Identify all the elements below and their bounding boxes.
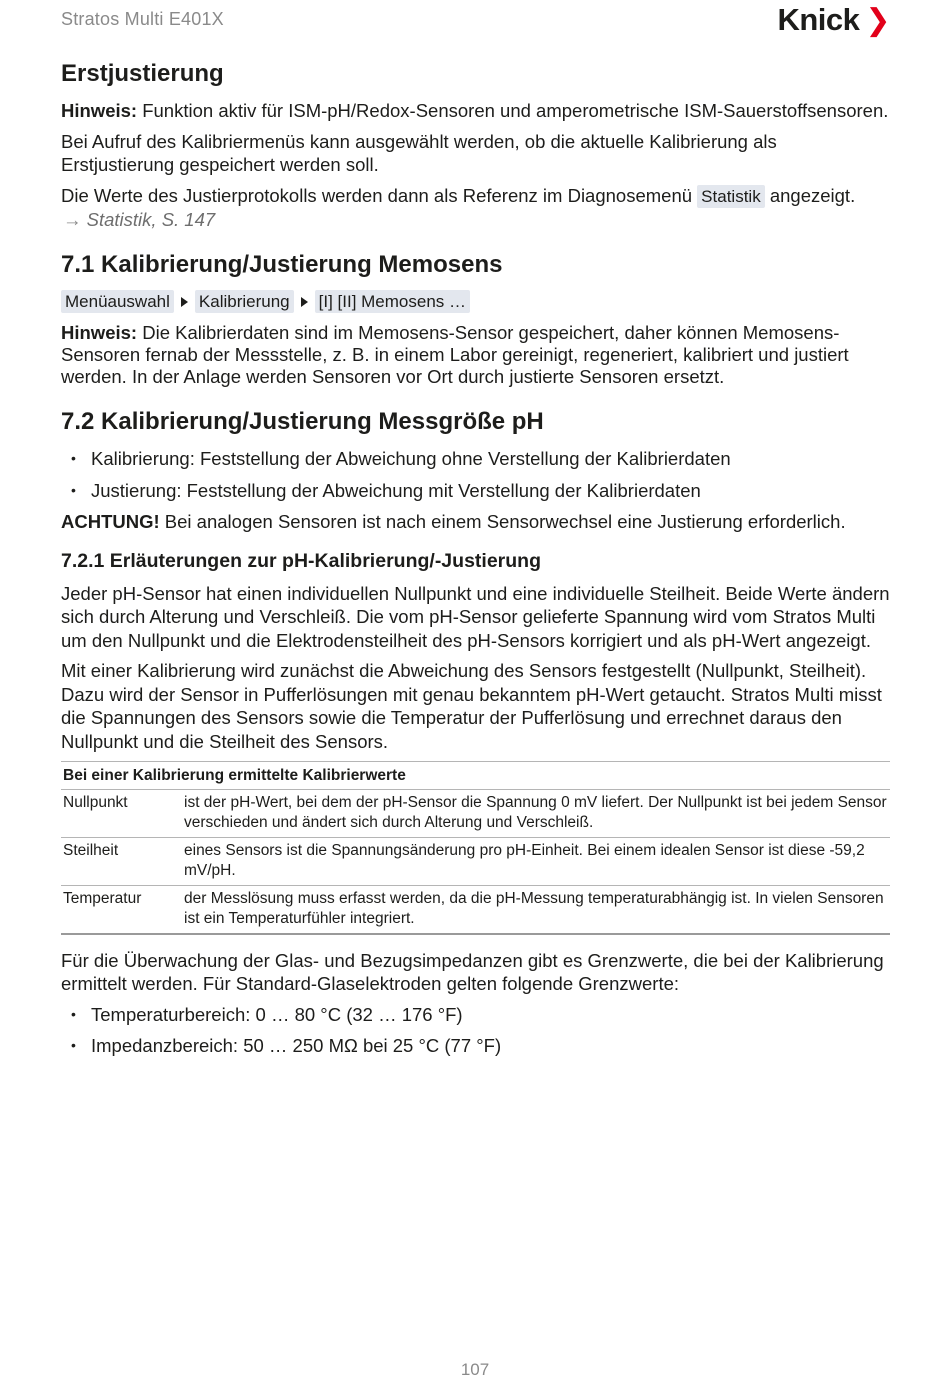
note-text: Funktion aktiv für ISM-pH/Redox-Sensoren und amperometrische ISM-Sauerstoffsensoren.: [137, 100, 889, 121]
note-label: Hinweis:: [61, 100, 138, 121]
table-row: [61, 837, 890, 885]
paragraph-text: Die Werte des Justierprotokolls werden dann als Referenz im Diagnosemenü: [61, 184, 698, 206]
list-item: • Justierung: Feststellung der Abweichung mit Verstellung der Kalibrierdaten: [61, 479, 890, 503]
table-cell-value: der Messlösung muss erfasst werden, da die pH-Messung temperaturabhängig ist. In vielen Sensoren ist ein Temperaturfühler integriert.: [182, 885, 890, 934]
knick-logo: [777, 2, 890, 38]
menu-chip-menueauswahl: Menüauswahl: [61, 290, 174, 313]
table-cell-value: ist der pH-Wert, bei dem der pH-Sensor die Spannung 0 mV liefert. Der Nullpunkt ist bei jedem Sensor verschieden und ändert sich durch Alterung und Verschleiß.: [182, 789, 890, 837]
page-header-title: Stratos Multi E401X: [61, 9, 224, 29]
menu-chip-memosens: [I] [II] Memosens …: [315, 290, 470, 313]
menu-chip-kalibrierung: Kalibrierung: [195, 290, 294, 313]
page-content: [61, 58, 890, 1066]
section-heading-7-2: 7.2 Kalibrierung/Justierung Messgröße pH: [61, 408, 544, 435]
table-cell-value: eines Sensors ist die Spannungsänderung pro pH-Einheit. Bei einem idealen Sensor ist diese -59,2 mV/pH.: [182, 837, 890, 885]
menu-chip-statistik: Statistik: [697, 185, 765, 208]
cross-reference-link[interactable]: [63, 209, 215, 230]
warning-text: Bei analogen Sensoren ist nach einem Sensorwechsel eine Justierung erforderlich.: [159, 511, 846, 532]
note-text: Die Kalibrierdaten sind im Memosens-Sensor gespeichert, daher können Memosens-Sensoren fernab der Messstelle, z. B. in einem Labor gereinigt, regeneriert, kalibriert und justiert werden. In der Anlage werden Sensoren vor Ort durch justierte Sensoren ersetzt.: [61, 322, 849, 387]
table-cell-key: Steilheit: [61, 837, 182, 885]
list-item: • Temperaturbereich: 0 … 80 °C (32 … 176 °F): [61, 1003, 890, 1027]
subsection-heading-7-2-1: 7.2.1 Erläuterungen zur pH-Kalibrierung/-Justierung: [61, 549, 541, 572]
note-paragraph: [61, 99, 890, 123]
paragraph: [61, 184, 890, 232]
calibration-values-table: [61, 761, 890, 935]
paragraph: Bei Aufruf des Kalibriermenüs kann ausgewählt werden, ob die aktuelle Kalibrierung als Erstjustierung gespeichert werden soll.: [61, 130, 777, 175]
paragraph: Für die Überwachung der Glas- und Bezugsimpedanzen gibt es Grenzwerte, die bei der Kalibrierung ermittelt werden. Für Standard-Glaselektroden gelten folgende Grenzwerte:: [61, 949, 884, 994]
cross-reference-text: Statistik, S. 147: [81, 208, 216, 230]
paragraph-text: angezeigt.: [764, 184, 856, 206]
table-row: [61, 885, 890, 934]
warning-paragraph: [61, 510, 890, 534]
paragraph: Mit einer Kalibrierung wird zunächst die Abweichung des Sensors festgestellt (Nullpunkt, Steilheit). Dazu wird der Sensor in Pufferlösungen mit genau bekanntem pH-Wert getaucht. Stratos Multi misst die Spannungen des Sensors sowie die Temperatur der Pufferlösung und errechnet daraus den Nullpunkt und die Steilheit des Sensors.: [61, 660, 882, 752]
table-header: Bei einer Kalibrierung ermittelte Kalibrierwerte: [61, 762, 890, 790]
section-heading-7-1: 7.1 Kalibrierung/Justierung Memosens: [61, 251, 503, 278]
table-row: [61, 789, 890, 837]
page-number: 107: [460, 1360, 490, 1379]
list-item: • Impedanzbereich: 50 … 250 MΩ bei 25 °C (77 °F): [61, 1034, 890, 1058]
section-heading-erstjustierung: Erstjustierung: [61, 60, 224, 87]
logo-chevron-icon: ❯: [865, 3, 890, 37]
note-paragraph: [61, 322, 890, 388]
bullet-list: [61, 1003, 890, 1058]
arrow-right-icon: →: [63, 208, 82, 230]
table-cell-key: Temperatur: [61, 885, 182, 934]
paragraph: Jeder pH-Sensor hat einen individuellen Nullpunkt und eine individuelle Steilheit. Beide Werte ändern sich durch Alterung und Verschleiß. Die vom pH-Sensor gelieferte Spannung wird vom Stratos Multi um den Nullpunkt und die Elektrodensteilheit des pH-Sensors korrigiert und als pH-Wert angezeigt.: [61, 582, 890, 651]
bullet-list: [61, 447, 890, 502]
list-item: • Kalibrierung: Feststellung der Abweichung ohne Verstellung der Kalibrierdaten: [61, 447, 890, 471]
triangle-right-icon: [301, 297, 308, 307]
warning-label: ACHTUNG!: [61, 511, 160, 532]
menu-path-breadcrumb: [61, 290, 890, 313]
logo-text: Knick: [777, 2, 860, 37]
triangle-right-icon: [181, 297, 188, 307]
note-label: Hinweis:: [61, 322, 138, 343]
table-cell-key: Nullpunkt: [61, 789, 182, 837]
